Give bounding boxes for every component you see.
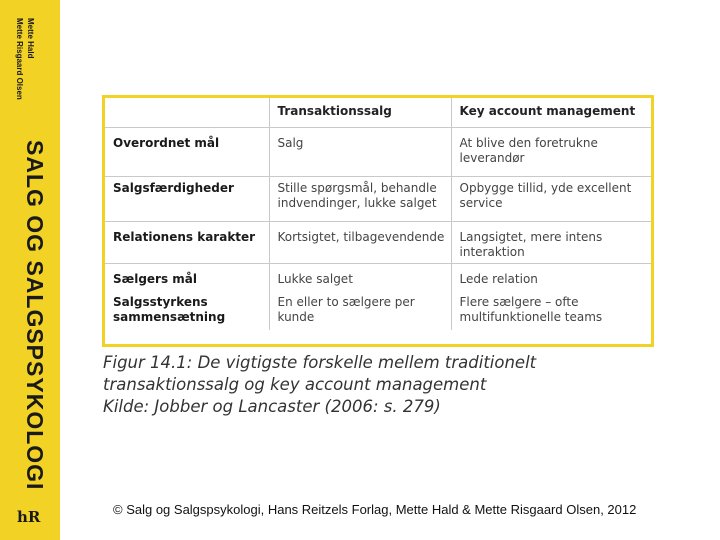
spine-title-text: SALG OG SALGSPSYKOLOGI <box>22 140 48 491</box>
book-spine <box>0 0 60 540</box>
table-row <box>105 222 651 264</box>
row-label: Overordnet mål <box>105 128 269 177</box>
cell-kam: Flere sælgere – ofte multifunktionelle teams <box>451 293 651 330</box>
cell-transaktion: Kortsigtet, tilbagevendende <box>269 222 451 264</box>
row-label: Salgsfærdigheder <box>105 177 269 222</box>
cell-transaktion: Salg <box>269 128 451 177</box>
spine-authors <box>6 18 36 118</box>
comparison-table-figure <box>102 95 654 347</box>
table-header-transaktionssalg: Transaktionssalg <box>269 98 451 128</box>
copyright-footer: © Salg og Salgspsykologi, Hans Reitzels Forlag, Mette Hald & Mette Risgaard Olsen, 2012 <box>113 502 637 517</box>
cell-kam: Langsigtet, mere intens interaktion <box>451 222 651 264</box>
row-label: Relationens karakter <box>105 222 269 264</box>
table-header-key-account: Key account management <box>451 98 651 128</box>
row-label: Salgsstyrkens sammensætning <box>113 295 226 324</box>
caption-title: Figur 14.1: De vigtigste forskelle mellem traditionelt transaktionssalg og key account management <box>103 353 537 394</box>
cell-transaktion: Stille spørgsmål, behandle indvendinger, lukke salget <box>269 177 451 222</box>
caption-source: Kilde: Jobber og Lancaster (2006: s. 279) <box>103 397 441 416</box>
cell-kam: Opbygge tillid, yde excellent service <box>451 177 651 222</box>
table-header-row <box>105 98 651 128</box>
cell-kam: At blive den foretrukne leverandør <box>451 128 651 177</box>
table-row <box>105 128 651 177</box>
spine-title <box>12 140 48 491</box>
spine-author-1: Mette Hald <box>26 18 35 59</box>
cell-transaktion: Lukke salget <box>269 264 451 294</box>
figure-caption <box>103 352 663 418</box>
cell-kam: Lede relation <box>451 264 651 294</box>
table-row <box>105 293 651 330</box>
table-header-empty <box>105 98 269 128</box>
spine-author-2: Mette Risgaard Olsen <box>15 18 24 100</box>
publisher-logo: hR <box>17 508 41 526</box>
table-row <box>105 264 651 294</box>
row-label: Sælgers mål <box>113 272 198 286</box>
table-row <box>105 177 651 222</box>
comparison-table <box>105 98 651 330</box>
cell-transaktion: En eller to sælgere per kunde <box>269 293 451 330</box>
